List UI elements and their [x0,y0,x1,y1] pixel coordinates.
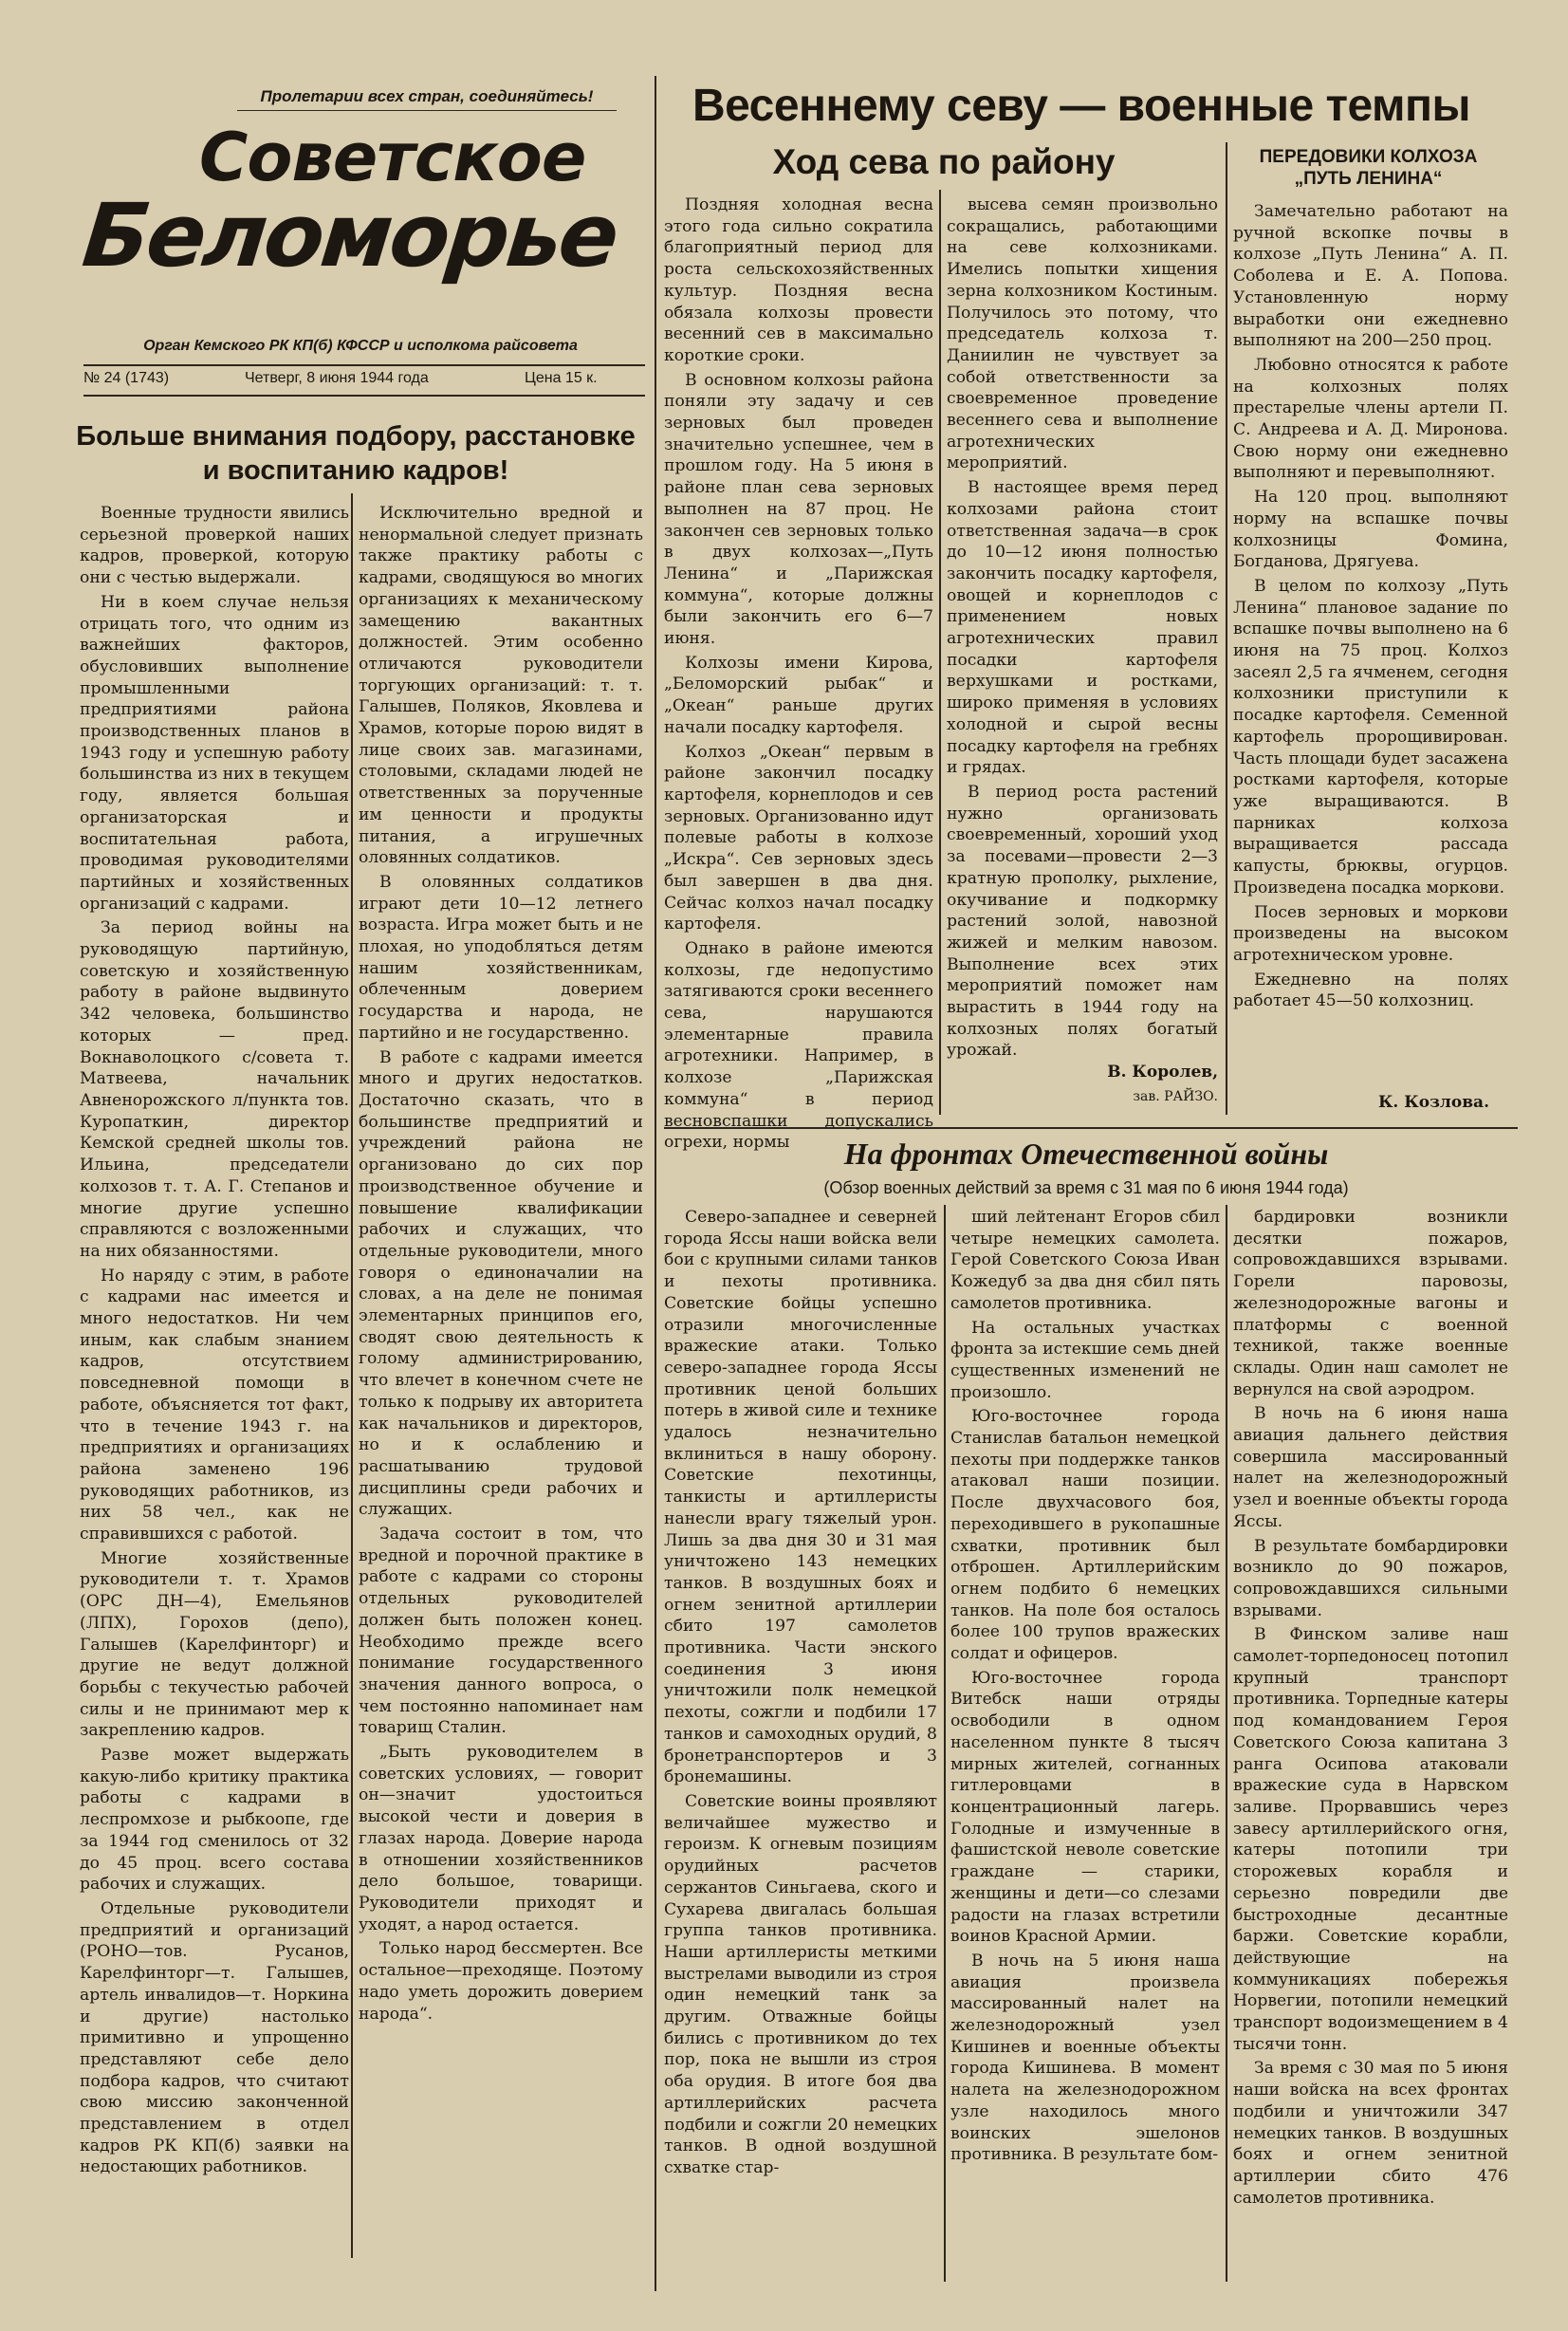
article-front-col2 [950,1207,1220,2293]
issue-rule-top [83,364,645,366]
rule-cadres-mid [351,493,353,2258]
rule-front-mid1 [944,1205,946,2282]
issue-number: № 24 (1743) [83,370,170,386]
slogan: Пролетарии всех стран, соединяйтесь! [260,87,594,105]
article-cadres-title: Больше внимания подбору, расстановке и воспитанию кадров! [76,421,636,486]
paragraph: В оловянных солдатиков играют дети 10—12 летнего возраста. Игра может быть и не плохая, но уподобляться детям нашим хозяйственникам, облеченным доверием государства и народа, не партийно и не государственно. [359,872,643,1043]
paragraph: Однако в районе имеются колхозы, где недопустимо затягиваются сроки весеннего сева, нарушаются элементарные правила агротехники. Например, в колхозе „Парижская коммуна“ в период весновспашки допускались огрехи, нормы [664,938,933,1153]
slogan-rule [237,110,617,111]
masthead-title-line1: Советское [199,119,586,196]
paragraph: Посев зерновых и моркови произведены на высоком агротехническом уровне. [1233,902,1508,965]
rule-front-mid2 [1226,1205,1227,2282]
paragraph: За время с 30 мая по 5 июня наши войска на всех фронтах подбили и уничтожили 347 немецких танков. В воздушных боях и огнем зенитной артиллерии сбито 476 самолетов противника. [1233,2059,1508,2208]
organ-line: Орган Кемского РК КП(б) КФССР и исполкома райсовета [143,338,578,354]
article-sowing-col2 [947,194,1218,1061]
issue-date: Четверг, 8 июня 1944 года [245,370,429,386]
paragraph: На остальных участках фронта за истекшие семь дней существенных изменений не произошло. [950,1318,1220,1402]
paragraph: В основном колхозы района поняли эту задачу и сев зерновых был проведен значительно успешнее, чем в прошлом году. На 5 июня в районе план сева зерновых выполнен на 87 проц. Не закончен сев зерновых только в двух колхозах—„Путь Ленина“ и „Парижская коммуна“, которые должны были закончить его 6—7 июня. [664,370,933,649]
paragraph: Поздняя холодная весна этого года сильно сократила благоприятный период для роста сельскохозяйственных культур. Поздняя весна обязала колхозы провести весенний сев в максимально короткие сроки. [664,195,933,365]
paragraph: Юго-восточнее города Станислав батальон немецкой пехоты при поддержке танков атаковал наши позиции. После двухчасового боя, переходившего в рукопашные схватки, противник был отброшен. Артиллерийским огнем подбито 6 немецких танков. На поле боя осталось более 100 трупов вражеских солдат и офицеров. [950,1407,1220,1664]
article-front-title: На фронтах Отечественной войны [843,1137,1329,1171]
paragraph: Отдельные руководители предприятий и организаций (РОНО—тов. Русанов, Карелфинторг—т. Галышев, артель инвалидов—т. Норкина и другие) настолько примитивно и упрощенно представляют себе дело подбора кадров, что считают свою миссию законченной представлением в отдел кадров РК КП(б) заявки на недостающих работников. [80,1899,349,2177]
paragraph: Но наряду с этим, в работе с кадрами нас имеется и много недостатков. Ни чем иным, как слабым знанием кадров, отсутствием повседневной помощи в работе, объясняется тот факт, что в течение 1943 г. на предприятиях и организациях района заменено 196 руководящих работников, из них 58 чел., как не справившихся с работой. [80,1266,349,1545]
paragraph: В период роста растений нужно организовать своевременный, хороший уход за посевами—провести 2—3 кратную прополку, рыхление, окучивание и подкормку растений золой, навозной жижей и мелким навозом. Выполнение всех этих мероприятий поможет нам вырастить в 1944 году на колхозных полях богатый урожай. [947,782,1218,1061]
paragraph: Ежедневно на полях работает 45—50 колхозниц. [1233,970,1508,1011]
article-leaders-title: ПЕРЕДОВИКИ КОЛХОЗА „ПУТЬ ЛЕНИНА“ [1259,147,1478,189]
paragraph: ший лейтенант Егоров сбил четыре немецких самолета. Герой Советского Союза Иван Кожедуб за два дня сбил пять самолетов противника. [950,1208,1220,1313]
paragraph: Ни в коем случае нельзя отрицать того, что одним из важнейших факторов, обусловивших выполнение промышленными предприятиями района производственных планов в 1943 году и успешную работу большинства из них в текущем году, является большая организаторская и воспитательная работа, проводимая руководителями партийных и хозяйственных организаций с кадрами. [80,592,349,914]
article-sowing-signature: В. Королев, [1107,1063,1218,1082]
paragraph: „Быть руководителем в советских условиях, — говорит он—значит удостоиться высокой чести и доверия в глазах народа. Доверие народа в отношении хозяйственников дело большое, товарищи. Руководители приходят и уходят, а народ остается. [359,1743,643,1934]
paragraph: В результате бомбардировки возникло до 90 пожаров, сопровождавшихся сильными взрывами. [1233,1536,1508,1620]
paragraph: На 120 проц. выполняют норму на вспашке почвы колхозницы Фомина, Богданова, Дрягуева. [1233,488,1508,572]
paragraph: Замечательно работают на ручной вскопке почвы в колхозе „Путь Ленина“ А. П. Соболева и Е. А. Попова. Установленную норму выработки они ежедневно выполняют на 200—250 проц. [1233,202,1508,351]
article-front-col3 [1233,1207,1508,2293]
paragraph: Любовно относятся к работе на колхозных полях престарелые члены артели П. С. Андреева и А. Д. Миронова. Свою норму они ежедневно выполняют и перевыполняют. [1233,355,1508,483]
issue-rule-bottom [83,395,645,397]
paragraph: Исключительно вредной и ненормальной следует признать также практику работы с кадрами, сводящуюся во многих организациях к механическому замещению вакантных должностей. Этим особенно отличаются руководители торгующих организаций: т. т. Галышев, Поляков, Яковлева и Храмов, которые порою видят в лице своих зав. магазинами, столовыми, складами людей не ответственных за порученные им ценности и продукты питания, а игрушечных оловянных солдатиков. [359,504,643,868]
paragraph: Колхозы имени Кирова, „Беломорский рыбак“ и „Океан“ раньше других начали посадку картофеля. [664,653,933,737]
main-headline: Весеннему севу — военные темпы [692,81,1471,131]
paragraph: Только народ бессмертен. Все остальное—преходяще. Поэтому надо уметь дорожить доверием народа“. [359,1939,643,2024]
paragraph: Советские воины проявляют величайшее мужество и героизм. К огневым позициям орудийных расчетов сержантов Синьгаева, ского и Сухарева двигалась большая группа танков противника. Наши артиллеристы меткими выстрелами выводили из строя один немецкий танк за другим. Отважные бойцы бились с противником до тех пор, пока не вышли из строя оба орудия. В итоге боя два артиллерийских расчета подбили и сожгли 20 немецких танков. В одной воздушной схватке стар- [664,1791,937,2177]
paragraph: Задача состоит в том, что вредной и порочной практике в работе с кадрами со стороны отдельных руководителей должен быть положен конец. Необходимо прежде всего понимание государственного значения данного вопроса, о чем постоянно напоминает нам товарищ Сталин. [359,1525,643,1738]
paragraph: В настоящее время перед колхозами района стоит ответственная задача—в срок до 10—12 июня полностью закончить посадку картофеля, овощей и корнеплодов с применением новых агротехнических правил посадки картофеля верхушками и ростками, широко применяя в условиях холодной и сырой весны посадку картофеля на гребнях и грядах. [947,478,1218,778]
article-cadres-col2 [359,503,643,2286]
paragraph: Многие хозяйственные руководители т. т. Храмов (ОРС ДН—4), Емельянов (ЛПХ), Горохов (депо), Галышев (Карелфинторг) и другие не ведут должной борьбы с текучестью рабочей силы и не принимают мер к закреплению кадров. [80,1548,349,1741]
article-cadres-col1 [80,503,349,2286]
paragraph: В работе с кадрами имеется много и других недостатков. Достаточно сказать, что в большинстве предприятий и учреждений района не организовано до сих пор производственное обучение и повышение квалификации рабочих и служащих, что отдельные руководители, много говоря о единоначалии на словах, а на деле не понимая элементарных принципов его, сводят свою деятельность к голому администрированию, что влечет в конечном счете не только к подрыву их авторитета как начальников и директоров, но и к ослаблению и расшатыванию трудовой дисциплины среди рабочих и служащих. [359,1047,643,1520]
article-sowing-signature-title: зав. РАЙЗО. [1133,1089,1218,1104]
paragraph: Военные трудности явились серьезной проверкой наших кадров, проверкой, которую они с честью выдержали. [80,504,349,588]
paragraph: За период войны на руководящую партийную, советскую и хозяйственную работу в районе выдвинуто 342 человека, большинство которых — пред. Вокнаволоцкого с/совета т. Матвеева, начальник Авненорожского л/пункта тов. Куропаткин, директор Кемской средней школы тов. Ильина, председатели колхозов т. т. А. Г. Степанов и многие другие успешно справляются с возложенными на них обязанностями. [80,918,349,1261]
rule-sowing-mid [939,190,941,1115]
article-sowing-title: Ход сева по району [772,142,1116,181]
article-leaders-signature: К. Козлова. [1377,1093,1489,1112]
paragraph: В ночь на 6 июня наша авиация дальнего действия совершила массированный налет на железнодорожный узел и военные объекты города Яссы. [1233,1404,1508,1531]
paragraph: бардировки возникли десятки пожаров, сопровождавшихся взрывами. Горели паровозы, железнодорожные вагоны и платформы с военной техникой, также военные склады. Один наш самолет не вернулся на свой аэродром. [1233,1208,1508,1399]
paragraph: Разве может выдержать какую-либо критику практика работы с кадрами в леспромхозе и рыбкоопе, где за 1944 год сменилось от 32 до 45 проц. всего состава рабочих и служащих. [80,1746,349,1895]
paragraph: В Финском заливе наш самолет-торпедоносец потопил крупный транспорт противника. Торпедные катеры под командованием Героя Советского Союза капитана 3 ранга Осипова атаковали вражеские суда в Нарвском заливе. Прорвавшись через завесу артиллерийского огня, катеры потопили три сторожевых корабля и серьезно повредили две быстроходные десантные баржи. Советские корабли, действующие на коммуникациях побережья Норвегии, потопили немецкий транспорт водоизмещением в 4 тысячи тонн. [1233,1625,1508,2054]
paragraph: Юго-восточнее города Витебск наши отряды освободили в одном населенном пункте 8 тысяч мирных жителей, согнанных гитлеровцами в концентрационный лагерь. Голодные и измученные в фашистской неволе советские граждане — старики, женщины и дети—со слезами радости на глазах встретили воинов Красной Армии. [950,1668,1220,1947]
paragraph: В ночь на 5 июня наша авиация произвела массированный налет на железнодорожный узел Кишинев и военные объекты города Кишинева. В момент налета на железнодорожном узле находилось много воинских эшелонов противника. В результате бом- [950,1951,1220,2165]
article-front-col1 [664,1207,937,2293]
paragraph: Колхоз „Океан“ первым в районе закончил посадку картофеля, корнеплодов и сев зерновых. Организованно идут полевые работы в колхозе „Искра“. Сев зерновых здесь был завершен в два дня. Сейчас колхоз начал посадку картофеля. [664,742,933,934]
issue-price: Цена 15 к. [525,370,598,386]
paragraph: В целом по колхозу „Путь Ленина“ плановое задание по вспашке почвы выполнено на 6 июня на 75 проц. Колхоз засеял 2,5 га ячменем, сегодня колхозники приступили к посадке картофеля. Семенной картофель пророщивирован. Часть площади будет засажена ростками картофеля, которые уже выращиваются. В парниках колхоза выращивается рассада капусты, брюквы, огурцов. Произведена посадка моркови. [1233,576,1508,897]
paragraph: высева семян произвольно сокращались, работающими на севе колхозниками. Имелись попытки хищения зерна колхозником Костиным. Получилось это потому, что председатель колхоза т. Даниилин не чувствует за собой ответственности за своевременное проведение весеннего сева и выполнение агротехнических мероприятий. [947,195,1218,473]
rule-masthead-right [655,76,656,2291]
rule-sowing-right [1226,142,1227,1115]
article-leaders-body [1233,201,1508,1083]
masthead-title-line2: Беломорье [78,185,621,287]
article-sowing-col1 [664,194,933,1153]
article-front-subtitle: (Обзор военных действий за время с 31 мая по 6 июня 1944 года) [823,1178,1349,1197]
paragraph: Северо-западнее и северней города Яссы наши войска вели бои с крупными силами танков и пехоты противника. Советские бойцы успешно отразили многочисленные вражеские атаки. Только северо-западнее города Яссы противник ценой больших потерь в живой силе и технике удалось незначительно вклиниться в нашу оборону. Советские пехотинцы, танкисты и артиллеристы нанесли врагу тяжелый урон. Лишь за два дня 30 и 31 мая уничтожено 143 немецких танков. В воздушных боях и огнем зенитной артиллерии сбито 197 самолетов противника. Части энского соединения 3 июня уничтожили полк немецкой пехоты, сожгли и подбили 17 танков и самоходных орудий, 8 бронетранспортеров и 3 бронемашины. [664,1208,937,1787]
